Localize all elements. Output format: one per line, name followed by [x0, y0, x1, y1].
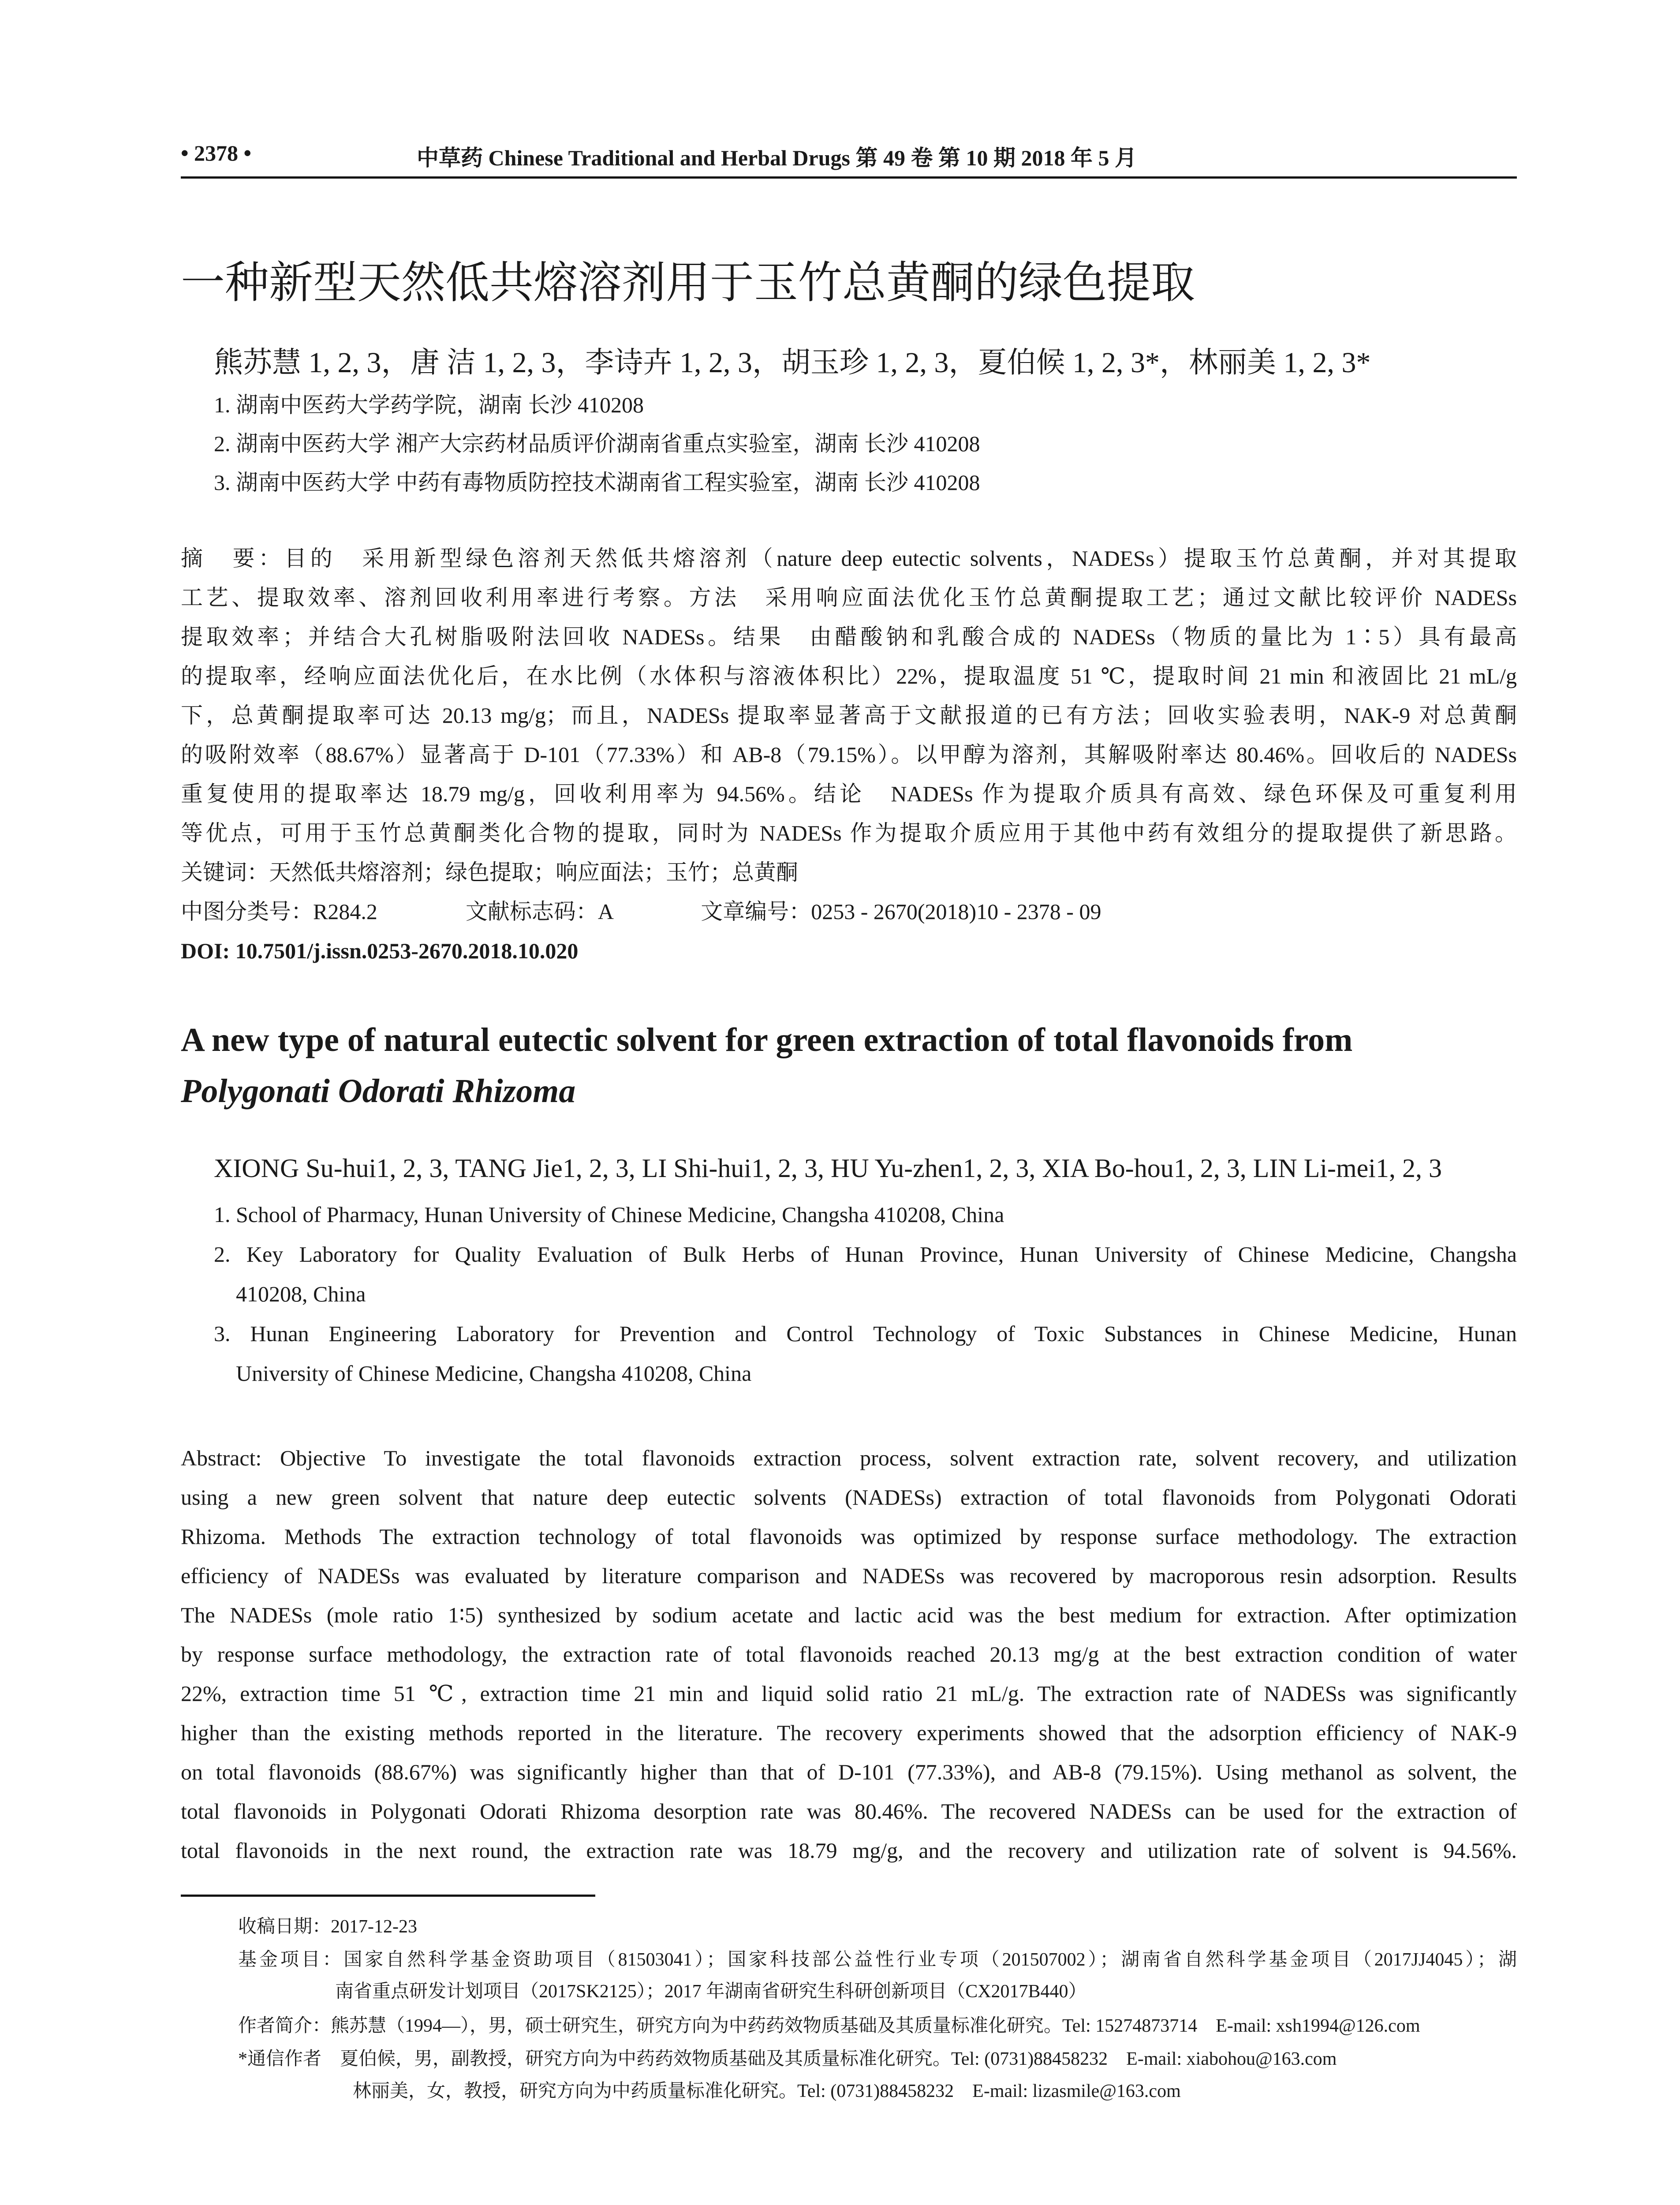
- en-abstract-line: Rhizoma. Methods The extraction technology of total flavonoids was optimized by response surface methodology. The extraction: [181, 1524, 1517, 1549]
- cn-abstract: [181, 539, 1517, 971]
- journal-header: 中草药 Chinese Traditional and Herbal Drugs 第 49 卷 第 10 期 2018 年 5 月: [417, 146, 1137, 170]
- en-title-line-2: Polygonati Odorati Rhizoma: [181, 1073, 576, 1110]
- cn-authors: 熊苏慧 1, 2, 3，唐 洁 1, 2, 3，李诗卉 1, 2, 3，胡玉珍 1, 2, 3，夏伯候 1, 2, 3*，林丽美 1, 2, 3*: [214, 347, 1371, 379]
- footnote-author-bio: 作者简介：熊苏慧（1994—），男，硕士研究生，研究方向为中药药效物质基础及其质量标准化研究。Tel: 15274873714 E-mail: xsh1994@126.com: [238, 2016, 1420, 2036]
- cn-affiliation-1: 1. 湖南中医药大学药学院，湖南 长沙 410208: [214, 392, 644, 417]
- en-title: [181, 1014, 1352, 1117]
- en-abstract-line: efficiency of NADESs was evaluated by literature comparison and NADESs was recovered by macroporous resin adsorption. Results: [181, 1563, 1517, 1588]
- page-number: • 2378 •: [181, 141, 252, 165]
- cn-abstract-line: 摘 要：目的 采用新型绿色溶剂天然低共熔溶剂（nature deep eutectic solvents，NADESs）提取玉竹总黄酮，并对其提取: [181, 546, 1517, 571]
- cn-doi: DOI: 10.7501/j.issn.0253-2670.2018.10.020: [181, 938, 579, 963]
- cn-classification: 中图分类号：R284.2 文献标志码：A 文章编号：0253 - 2670(2018)10 - 2378 - 09: [181, 899, 1101, 924]
- cn-affiliation-2: 2. 湖南中医药大学 湘产大宗药材品质评价湖南省重点实验室，湖南 长沙 410208: [214, 431, 980, 456]
- cn-abstract-line: 的吸附效率（88.67%）显著高于 D-101（77.33%）和 AB-8（79.15%）。以甲醇为溶剂，其解吸附率达 80.46%。回收后的 NADESs: [181, 742, 1517, 767]
- en-abstract-line: total flavonoids in Polygonati Odorati Rhizoma desorption rate was 80.46%. The recovered NADESs can be used for the extraction of: [181, 1799, 1517, 1824]
- footnote-correspondence-2: 林丽美，女，教授，研究方向为中药质量标准化研究。Tel: (0731)88458232 E-mail: lizasmile@163.com: [353, 2081, 1181, 2101]
- en-affiliation-3: 3. Hunan Engineering Laboratory for Prevention and Control Technology of Toxic Substances in Chinese Medicine, Hunan: [214, 1321, 1517, 1346]
- footnote-correspondence-1: *通信作者 夏伯候，男，副教授，研究方向为中药药效物质基础及其质量标准化研究。Tel: (0731)88458232 E-mail: xiabohou@163.com: [238, 2049, 1337, 2069]
- en-abstract-line: on total flavonoids (88.67%) was significantly higher than that of D-101 (77.33%), and AB-8 (79.15%). Using methanol as solvent, the: [181, 1760, 1517, 1784]
- cn-title: 一种新型天然低共熔溶剂用于玉竹总黄酮的绿色提取: [181, 257, 1195, 308]
- en-affiliation-2: 2. Key Laboratory for Quality Evaluation of Bulk Herbs of Hunan Province, Hunan University of Chinese Medicine, Changsha: [214, 1242, 1517, 1267]
- en-title-line-1: A new type of natural eutectic solvent for green extraction of total flavonoids from: [181, 1021, 1353, 1058]
- footnote-received: 收稿日期：2017-12-23: [238, 1917, 417, 1937]
- en-abstract-line: using a new green solvent that nature deep eutectic solvents (NADESs) extraction of total flavonoids from Polygonati Odorati: [181, 1485, 1517, 1510]
- en-abstract-line: 22%, extraction time 51 ℃, extraction time 21 min and liquid solid ratio 21 mL/g. The extraction rate of NADESs was significantly: [181, 1681, 1517, 1706]
- en-affiliation-1: 1. School of Pharmacy, Hunan University of Chinese Medicine, Changsha 410208, China: [214, 1202, 1004, 1227]
- cn-abstract-line: 工艺、提取效率、溶剂回收利用率进行考察。方法 采用响应面法优化玉竹总黄酮提取工艺；通过文献比较评价 NADESs: [181, 585, 1517, 610]
- en-abstract-line: by response surface methodology, the extraction rate of total flavonoids reached 20.13 mg/g at the best extraction condition of water: [181, 1642, 1517, 1667]
- en-abstract-line: Abstract: Objective To investigate the total flavonoids extraction process, solvent extraction rate, solvent recovery, and utilization: [181, 1446, 1517, 1470]
- en-abstract-line: The NADESs (mole ratio 1∶5) synthesized by sodium acetate and lactic acid was the best medium for extraction. After optimization: [181, 1603, 1517, 1627]
- cn-abstract-line: 提取效率；并结合大孔树脂吸附法回收 NADESs。结果 由醋酸钠和乳酸合成的 NADESs（物质的量比为 1∶5）具有最高: [181, 624, 1517, 649]
- cn-keywords: 关键词：天然低共熔溶剂；绿色提取；响应面法；玉竹；总黄酮: [181, 860, 798, 885]
- footnote-fund-2: 南省重点研发计划项目（2017SK2125）；2017 年湖南省研究生科研创新项目（CX2017B440）: [335, 1981, 1087, 2002]
- en-authors: XIONG Su-hui1, 2, 3, TANG Jie1, 2, 3, LI Shi-hui1, 2, 3, HU Yu-zhen1, 2, 3, XIA Bo-hou1, 2, 3, LIN Li-mei1, 2, 3: [214, 1154, 1442, 1183]
- en-affiliation-3-cont: University of Chinese Medicine, Changsha 410208, China: [236, 1361, 752, 1386]
- en-abstract: [181, 1439, 1517, 1870]
- cn-abstract-line: 的提取率，经响应面法优化后，在水比例（水体积与溶液体积比）22%，提取温度 51 ℃，提取时间 21 min 和液固比 21 mL/g: [181, 664, 1517, 688]
- en-affiliation-2-cont: 410208, China: [236, 1282, 366, 1306]
- footnote-rule: [181, 1895, 595, 1897]
- en-abstract-line: total flavonoids in the next round, the extraction rate was 18.79 mg/g, and the recovery and utilization rate of solvent is 94.56%.: [181, 1838, 1517, 1863]
- cn-abstract-line: 下，总黄酮提取率可达 20.13 mg/g；而且，NADESs 提取率显著高于文献报道的已有方法；回收实验表明，NAK-9 对总黄酮: [181, 703, 1517, 728]
- header-rule: [181, 176, 1517, 179]
- footnote-fund-1: 基金项目：国家自然科学基金资助项目（81503041）；国家科技部公益性行业专项（201507002）；湖南省自然科学基金项目（2017JJ4045）；湖: [238, 1950, 1517, 1970]
- cn-affiliation-3: 3. 湖南中医药大学 中药有毒物质防控技术湖南省工程实验室，湖南 长沙 410208: [214, 470, 980, 495]
- cn-abstract-line: 等优点，可用于玉竹总黄酮类化合物的提取，同时为 NADESs 作为提取介质应用于其他中药有效组分的提取提供了新思路。: [181, 821, 1517, 845]
- en-abstract-line: higher than the existing methods reported in the literature. The recovery experiments showed that the adsorption efficiency of NAK-9: [181, 1720, 1517, 1745]
- cn-abstract-line: 重复使用的提取率达 18.79 mg/g，回收利用率为 94.56%。结论 NADESs 作为提取介质具有高效、绿色环保及可重复利用: [181, 781, 1517, 806]
